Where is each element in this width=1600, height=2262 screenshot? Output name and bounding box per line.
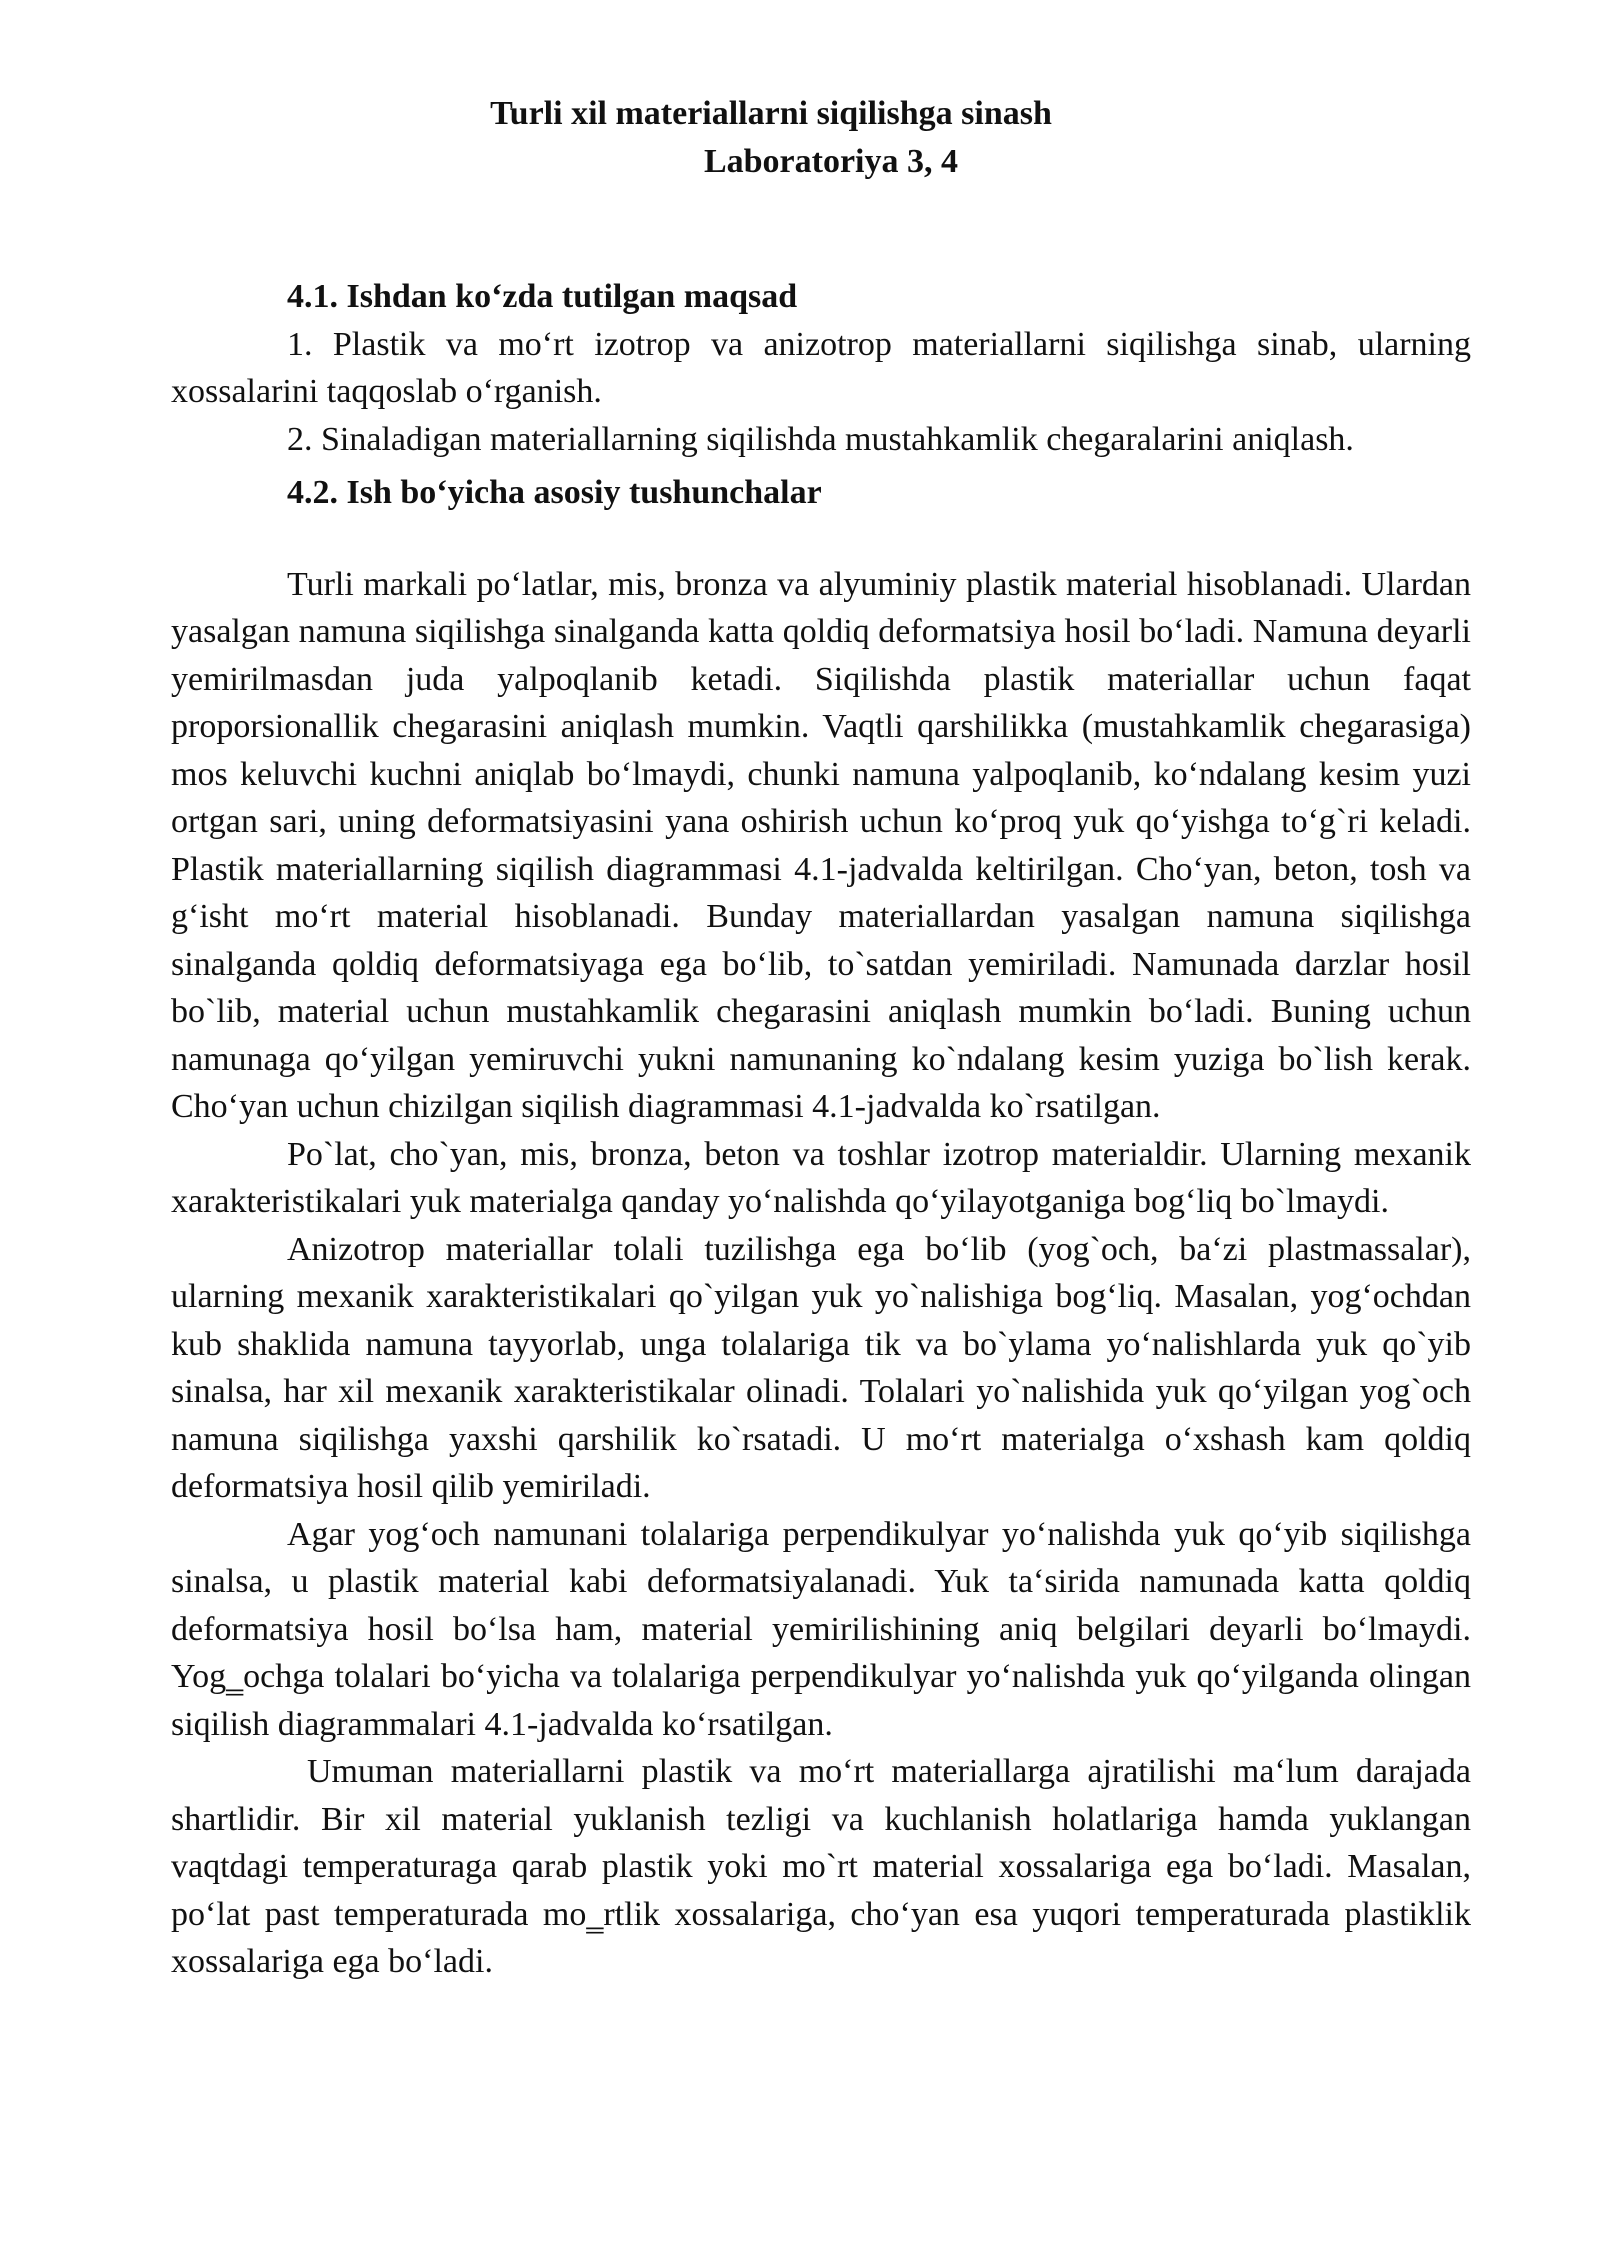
paragraph-isotropic: Po`lat, cho`yan, mis, bronza, beton va toshlar izotrop materialdir. Ularning mexanik xarakteristikalari yuk materialga qanday yo‘nalishda qo‘yilayotganiga bog‘liq bo`lmaydi. (171, 1135, 1471, 1220)
document-page (171, 90, 1471, 1986)
section-heading-concepts: 4.2. Ish bo‘yicha asosiy tushunchalar (287, 474, 822, 511)
paragraph-wood-perpendicular: Agar yog‘och namunani tolalariga perpendikulyar yo‘nalishda yuk qo‘yib siqilishga sinalsa, u plastik material kabi deformatsiyalanadi. Yuk ta‘sirida namunada katta qoldiq deformatsiya hosil bo‘lsa ham, material yemirilishining aniq belgilari deyarli bo‘lmaydi. Yog‗ochga tolalari bo‘yicha va tolalariga perpendikulyar yo‘nalishda yuk qo‘yilganda olingan siqilish diagrammalari 4.1-jadvalda ko‘rsatilgan. (171, 1515, 1471, 1743)
section-heading-goal: 4.1. Ishdan ko‘zda tutilgan maqsad (287, 278, 798, 315)
goal-item-2: 2. Sinaladigan materiallarning siqilishda mustahkamlik chegaralarini aniqlash. (287, 420, 1354, 458)
title-line-2: Laboratoriya 3, 4 (703, 142, 959, 180)
paragraph-conditional-classification: Umuman materiallarni plastik va mo‘rt materiallarga ajratilishi ma‘lum darajada shartlidir. Bir xil material yuklanish tezligi va kuchlanish holatlariga hamda yuklangan vaqtdagi temperaturaga qarab plastik yoki mo`rt material xossalariga ega bo‘ladi. Masalan, po‘lat past temperaturada mo‗rtlik xossalariga, cho‘yan esa yuqori temperaturada plastiklik xossalariga ega bo‘ladi. (171, 1753, 1471, 1980)
goal-item-1: 1. Plastik va mo‘rt izotrop va anizotrop materiallarni siqilishga sinab, ularning xossalarini taqqoslab o‘rganish. (171, 325, 1471, 410)
document-title (351, 90, 1191, 185)
title-line-1: Turli xil materiallarni siqilishga sinash (490, 95, 1052, 132)
paragraph-anisotropic: Anizotrop materiallar tolali tuzilishga ega bo‘lib (yog`och, ba‘zi plastmassalar), ularning mexanik xarakteristikalari qo`yilgan yuk yo`nalishiga bog‘liq. Masalan, yog‘ochdan kub shaklida namuna tayyorlab, unga tolalariga tik va bo`ylama yo‘nalishlarda yuk qo`yib sinalsa, har xil mexanik xarakteristikalar olinadi. Tolalari yo`nalishida yuk qo‘yilgan yog`och namuna siqilishga yaxshi qarshilik ko`rsatadi. U mo‘rt materialga o‘xshash kam qoldiq deformatsiya hosil qilib yemiriladi. (171, 1230, 1471, 1505)
paragraph-plastic-materials: Turli markali po‘latlar, mis, bronza va alyuminiy plastik material hisoblanadi. Ulardan yasalgan namuna siqilishga sinalganda katta qoldiq deformatsiya hosil bo‘ladi. Namuna deyarli yemirilmasdan juda yalpoqlanib ketadi. Siqilishda plastik materiallar uchun faqat proporsionallik chegarasini aniqlash mumkin. Vaqtli qarshilikka (mustahkamlik chegarasiga) mos keluvchi kuchni aniqlab bo‘lmaydi, chunki namuna yalpoqlanib, ko‘ndalang kesim yuzi ortgan sari, uning deformatsiyasini yana oshirish uchun ko‘proq yuk qo‘yishga to‘g`ri keladi. Plastik materiallarning siqilish diagrammasi 4.1-jadvalda keltirilgan. Cho‘yan, beton, tosh va g‘isht mo‘rt material hisoblanadi. Bunday materiallardan yasalgan namuna siqilishga sinalganda qoldiq deformatsiyaga ega bo‘lib, to`satdan yemiriladi. Namunada darzlar hosil bo`lib, material uchun mustahkamlik chegarasini aniqlash mumkin bo‘ladi. Buning uchun namunaga qo‘yilgan yemiruvchi yukni namunaning ko`ndalang kesim yuziga bo`lish kerak. Cho‘yan uchun chizilgan siqilish diagrammasi 4.1-jadvalda ko`rsatilgan. (171, 565, 1471, 1125)
